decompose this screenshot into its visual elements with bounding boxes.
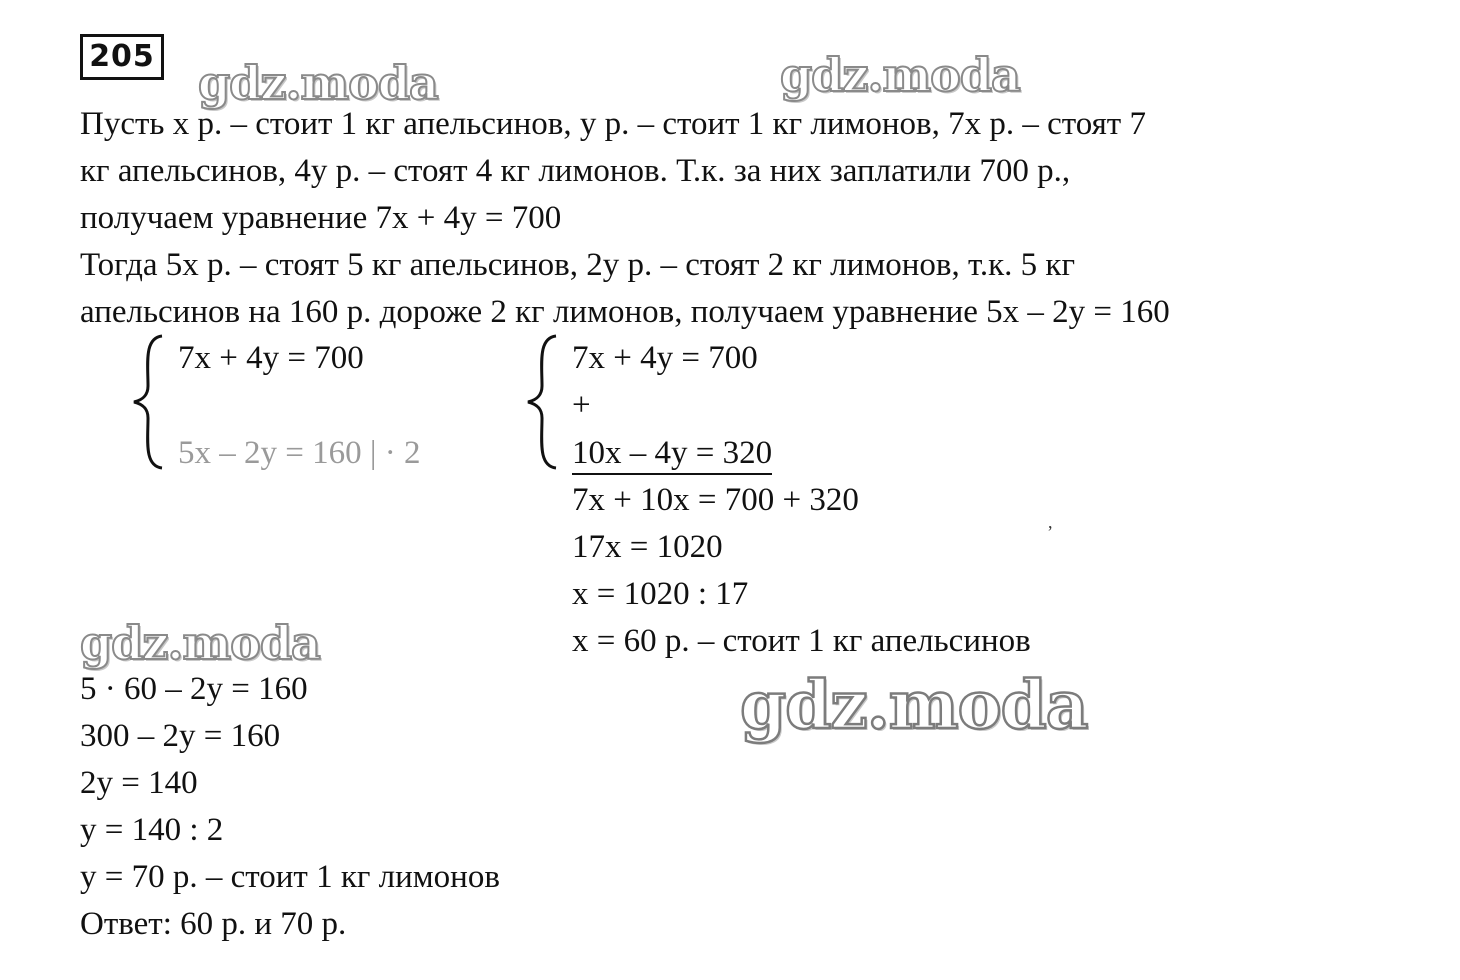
solution-y-line-3: 2y = 140 <box>80 765 198 801</box>
paragraph-line-1: Пусть x р. – стоит 1 кг апельсинов, y р. – стоит 1 кг лимонов, 7x р. – стоят 7 <box>80 106 1146 142</box>
paragraph-line-3: получаем уравнение 7x + 4y = 700 <box>80 200 562 236</box>
right-system-eq1: 7x + 4y = 700 <box>572 340 758 376</box>
paragraph-line-2: кг апельсинов, 4y р. – стоят 4 кг лимонов. Т.к. за них заплатили 700 р., <box>80 153 1071 189</box>
left-system-eq1: 7x + 4y = 700 <box>178 340 364 376</box>
solution-y-line-4: y = 140 : 2 <box>80 812 224 848</box>
solution-y-line-1: 5 · 60 – 2y = 160 <box>80 671 308 707</box>
solution-x-line-4: x = 60 р. – стоит 1 кг апельсинов <box>572 623 1031 659</box>
right-system-plus: + <box>572 387 591 423</box>
left-system-brace <box>130 334 170 470</box>
right-system-brace <box>524 334 564 470</box>
answer-line: Ответ: 60 р. и 70 р. <box>80 906 347 942</box>
stray-mark: , <box>1048 512 1053 532</box>
paragraph-line-5: апельсинов на 160 р. дороже 2 кг лимонов, получаем уравнение 5x – 2y = 160 <box>80 294 1170 330</box>
left-system-eq2: 5x – 2y = 160 | · 2 <box>178 435 421 471</box>
watermark-large: gdz.moda <box>740 666 1088 744</box>
task-number-box: 205 <box>80 34 164 80</box>
solution-x-line-3: x = 1020 : 17 <box>572 576 749 612</box>
solution-y-line-2: 300 – 2y = 160 <box>80 718 281 754</box>
watermark-top-left: gdz.moda <box>198 56 438 110</box>
watermark-middle-left: gdz.moda <box>80 616 320 670</box>
paragraph-line-4: Тогда 5x р. – стоят 5 кг апельсинов, 2y р. – стоят 2 кг лимонов, т.к. 5 кг <box>80 247 1075 283</box>
solution-x-line-1: 7x + 10x = 700 + 320 <box>572 482 859 518</box>
right-system-eq2: 10x – 4y = 320 <box>572 433 772 475</box>
solution-x-line-2: 17x = 1020 <box>572 529 723 565</box>
watermark-top-center: gdz.moda <box>780 48 1020 102</box>
solution-y-line-5: y = 70 р. – стоит 1 кг лимонов <box>80 859 500 895</box>
